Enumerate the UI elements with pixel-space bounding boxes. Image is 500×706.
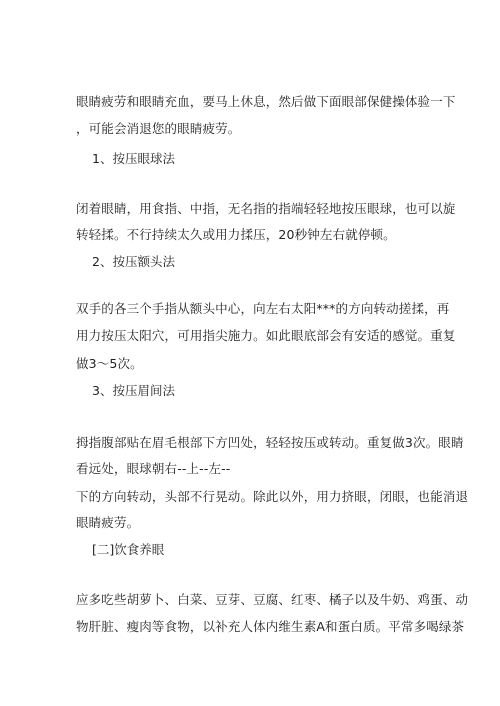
paragraph-4-line-2: 看远处，眼球朝右--上--左-- bbox=[76, 461, 231, 476]
paragraph-4-line-1: 拇指腹部贴在眉毛根部下方凹处，轻轻按压或转动。重复做3次。眼睛 bbox=[76, 435, 464, 450]
paragraph-5-line-2: 物肝脏、瘦肉等食物，以补充人体内维生素A和蛋白质。平常多喝绿茶 bbox=[76, 619, 465, 634]
paragraph-2-line-2: 转轻揉。不行持续太久或用力揉压，20秒钟左右就停顿。 bbox=[76, 227, 396, 242]
section-heading-3: 3、按压眉间法 bbox=[92, 383, 175, 398]
paragraph-3-line-3: 做3～5次。 bbox=[76, 356, 143, 371]
section-heading-2: 2、按压额头法 bbox=[92, 254, 175, 269]
paragraph-4-line-3: 下的方向转动，头部不行晃动。除此以外，用力挤眼，闭眼，也能消退 bbox=[76, 489, 469, 504]
section-heading-1: 1、按压眼球法 bbox=[92, 151, 175, 166]
paragraph-2-line-1: 闭着眼睛，用食指、中指，无名指的指端轻轻地按压眼球，也可以旋 bbox=[76, 201, 456, 216]
paragraph-5-line-1: 应多吃些胡萝卜、白菜、豆芽、豆腐、红枣、橘子以及牛奶、鸡蛋、动 bbox=[76, 592, 469, 607]
paragraph-1-line-1: 眼睛疲劳和眼睛充血，要马上休息，然后做下面眼部保健操体验一下 bbox=[76, 94, 456, 109]
section-heading-4: [二]饮食养眼 bbox=[92, 542, 165, 557]
paragraph-1-line-2: ，可能会消退您的眼睛疲劳。 bbox=[76, 121, 241, 136]
paragraph-4-line-4: 眼睛疲劳。 bbox=[76, 515, 140, 530]
paragraph-3-line-2: 用力按压太阳穴，可用指尖施力。如此眼底部会有安适的感觉。重复 bbox=[76, 328, 456, 343]
paragraph-3-line-1: 双手的各三个手指从额头中心，向左右太阳***的方向转动搓揉，再 bbox=[76, 301, 450, 316]
